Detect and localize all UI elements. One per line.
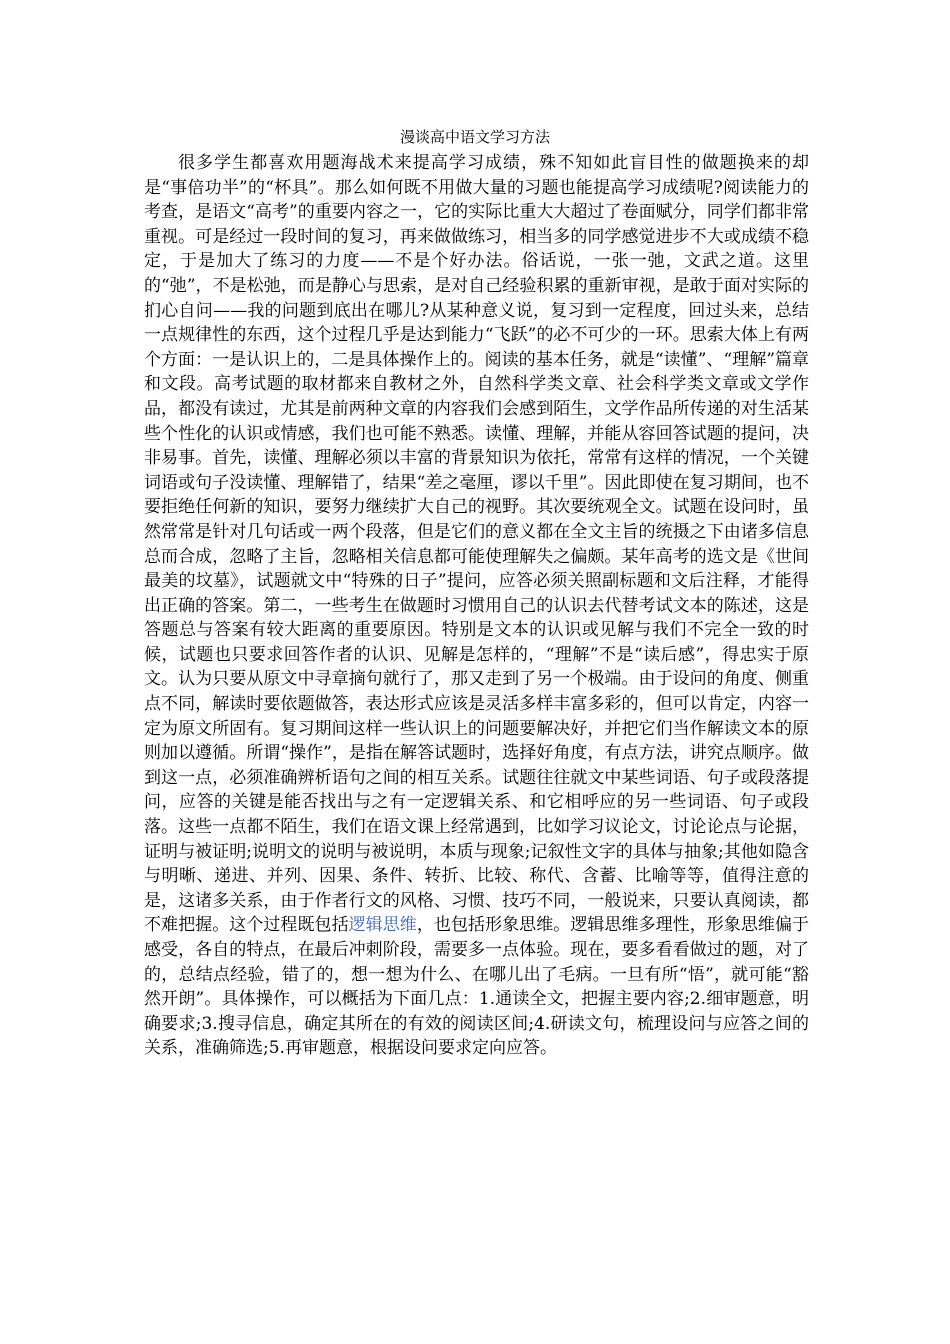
paragraph-text-before-link: 很多学生都喜欢用题海战术来提高学习成绩，殊不知如此盲目性的做题换来的却是“事倍功半”的“杯具”。那么如何既不用做大量的习题也能提高学习成绩呢?阅读能力的考查，是语文“高考”的重要内容之一，它的实际比重大大超过了卷面赋分，同学们都非常重视。可是经过一段时间的复习，再来做做练习，相当多的同学感觉进步不大或成绩不稳定，于是加大了练习的力度——不是个好办法。俗话说，一张一弛，文武之道。这里的“弛”，不是松弛，而是静心与思索，是对自己经验积累的重新审视，是敢于面对实际的扪心自问——我的问题到底出在哪儿?从某种意义说，复习到一定程度，回过头来，总结一点规律性的东西，这个过程几乎是达到能力“飞跃”的必不可少的一环。思索大体上有两个方面：一是认识上的，二是具体操作上的。阅读的基本任务，就是“读懂”、“理解”篇章和文段。高考试题的取材都来自教材之外，自然科学类文章、社会科学类文章或文学作品，都没有读过，尤其是前两种文章的内容我们会感到陌生，文学作品所传递的对生活某些个性化的认识或情感，我们也可能不熟悉。读懂、理解，并能从容回答试题的提问，决非易事。首先，读懂、理解必须以丰富的背景知识为依托，常常有这样的情况，一个关键词语或句子没读懂、理解错了，结果“差之毫厘，谬以千里”。因此即使在复习期间，也不要拒绝任何新的知识，要努力继续扩大自己的视野。其次要统观全文。试题在设问时，虽然常常是针对几句话或一两个段落，但是它们的意义都在全文主旨的统摄之下由诸多信息总而合成，忽略了主旨，忽略相关信息都可能使理解失之偏颇。某年高考的选文是《世间最美的坟墓》，试题就文中“特殊的日子”提问，应答必须关照副标题和文后注释，才能得出正确的答案。第二，一些考生在做题时习惯用自己的认识去代替考试文本的陈述，这是答题总与答案有较大距离的重要原因。特别是文本的认识或见解与我们不完全一致的时候，试题也只要求回答作者的认识、见解是怎样的，“理解”不是“读后感”，得忠实于原文。认为只要从原文中寻章摘句就行了，那又走到了另一个极端。由于设问的角度、侧重点不同，解读时要依题做答，表达形式应该是灵活多样丰富多彩的，但可以肯定，内容一定为原文所固有。复习期间这样一些认识上的问题要解决好，并把它们当作解读文本的原则加以遵循。所谓“操作”，是指在解答试题时，选择好角度，有点方法，讲究点顺序。做到这一点，必须准确辨析语句之间的相互关系。试题往往就文中某些词语、句子或段落提问，应答的关键是能否找出与之有一定逻辑关系、和它相呼应的另一些词语、句子或段落。这些一点都不陌生，我们在语文课上经常遇到，比如学习议论文，讨论论点与论据，证明与被证明;说明文的说明与被说明，本质与现象;记叙性文字的具体与抽象;其他如隐含与明晰、递进、并列、因果、条件、转折、比较、称代、含蓄、比喻等等，值得注意的是，这诸多关系，由于作者行文的风格、习惯、技巧不同，一般说来，只要认真阅读，都不难把握。这个过程既包括: [144, 153, 809, 936]
body-paragraph: [144, 151, 809, 1061]
document-title: 漫谈高中语文学习方法: [399, 128, 550, 146]
logical-thinking-link[interactable]: 逻辑思维: [348, 915, 417, 936]
paragraph-text-after-link: ，也包括形象思维。逻辑思维多理性，形象思维偏于感受，各自的特点，在最后冲刺阶段，需要多一点体验。现在，要多看看做过的题，对了的，总结点经验，错了的，想一想为什么、在哪儿出了毛病。一旦有所“悟”，就可能“豁然开朗”。具体操作，可以概括为下面几点：1.通读全文，把握主要内容;2.细审题意，明确要求;3.搜寻信息，确定其所在的有效的阅读区间;4.研读文句，梳理设问与应答之间的关系，准确筛选;5.再审题意，根据设问要求定向应答。: [144, 915, 810, 1059]
